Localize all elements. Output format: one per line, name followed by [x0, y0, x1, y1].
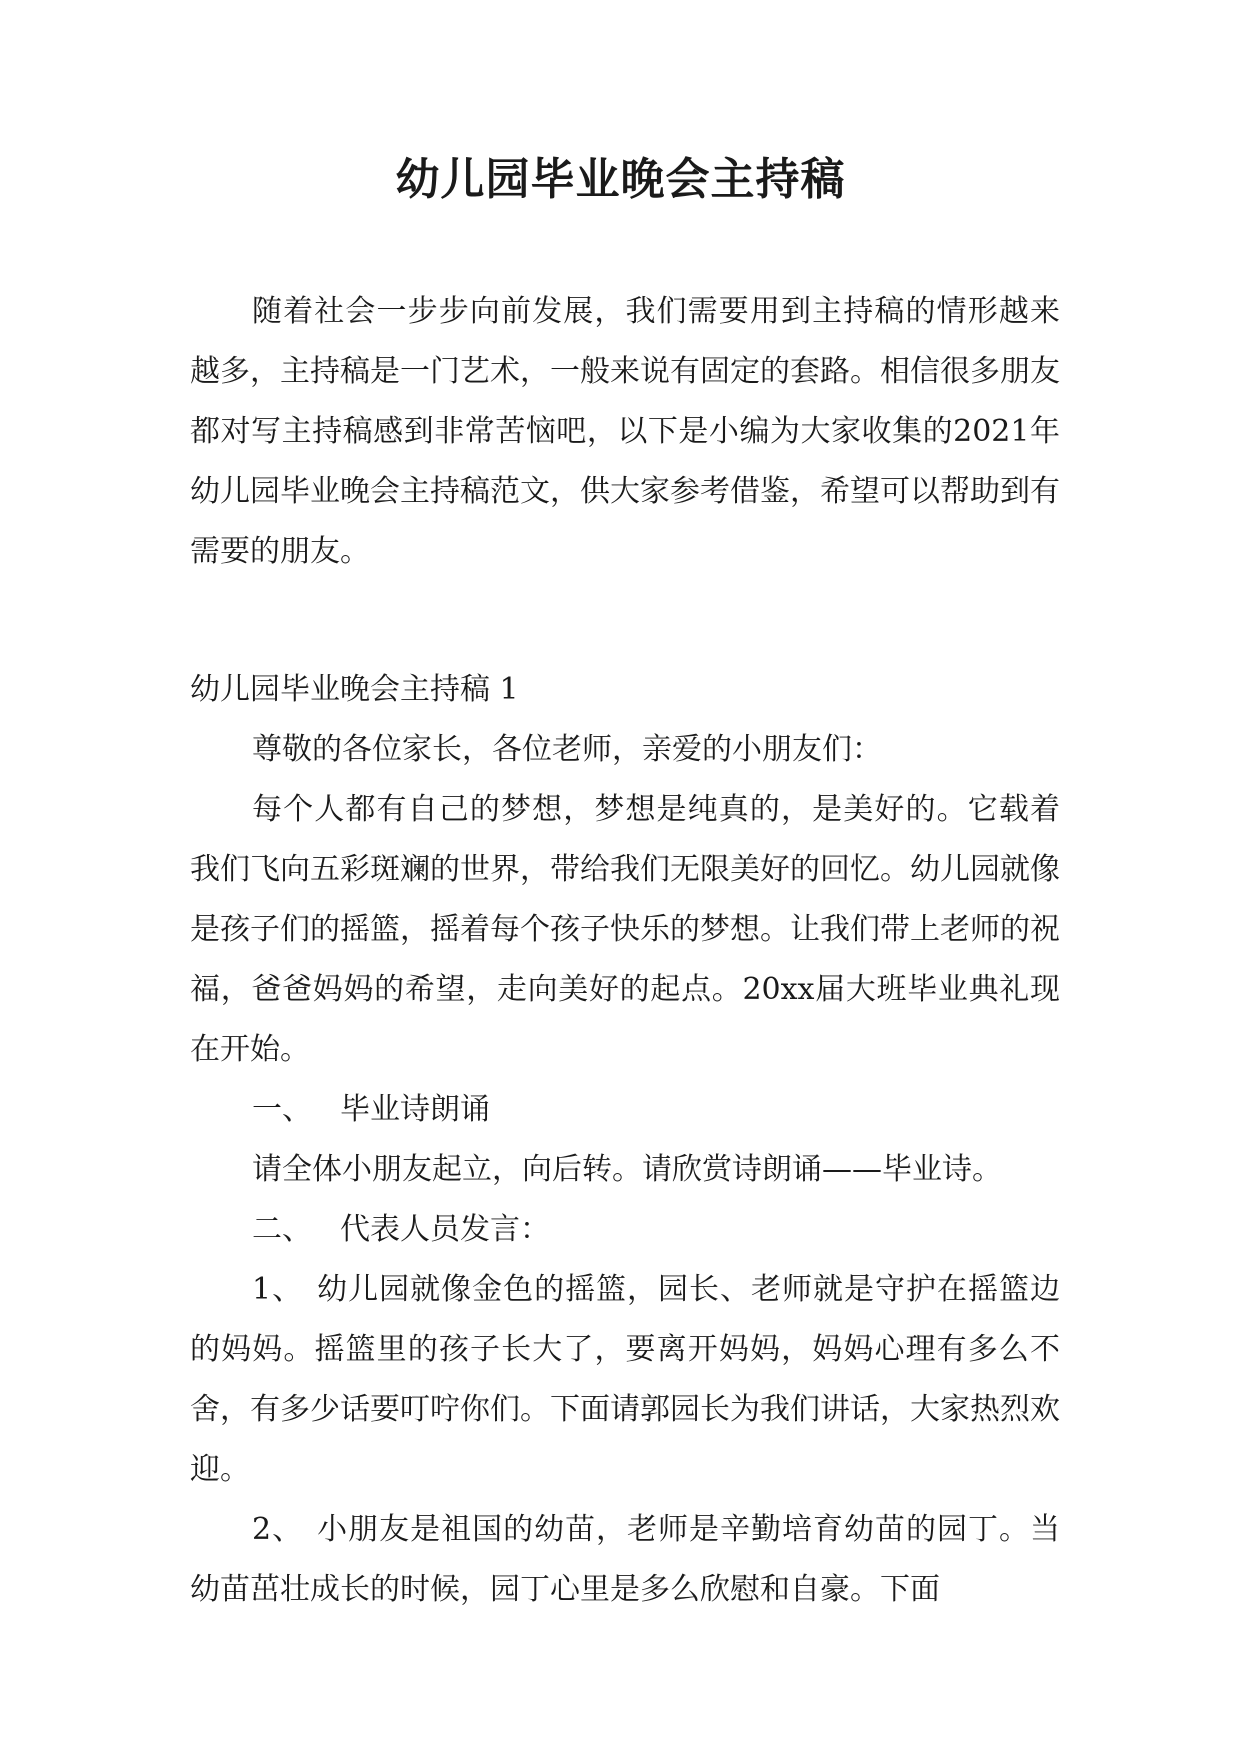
sub-item-1-number: 1、 — [252, 1272, 304, 1307]
item-1-title: 毕业诗朗诵 — [340, 1092, 490, 1127]
document-body — [190, 282, 1060, 1620]
sub-item-1-text: 幼儿园就像金色的摇篮，园长、老师就是守护在摇篮边的妈妈。摇篮里的孩子长大了，要离开妈妈，妈妈心理有多么不舍，有多少话要叮咛你们。下面请郭园长为我们讲话，大家热烈欢迎。 — [190, 1272, 1061, 1487]
item-1-text: 请全体小朋友起立，向后转。请欣赏诗朗诵——毕业诗。 — [252, 1152, 1002, 1187]
sub-item-2-number: 2、 — [252, 1512, 304, 1547]
section-title: 幼儿园毕业晚会主持稿 1 — [190, 672, 519, 707]
item-1-heading — [190, 1080, 1060, 1140]
sub-item-2-text: 小朋友是祖国的幼苗，老师是辛勤培育幼苗的园丁。当幼苗茁壮成长的时候，园丁心里是多么欣慰和自豪。下面 — [190, 1512, 1061, 1607]
item-2-heading — [190, 1200, 1060, 1260]
item-2-number: 二、 — [252, 1212, 312, 1247]
sub-item-1-paragraph — [190, 1260, 1060, 1500]
intro-paragraph: 随着社会一步步向前发展，我们需要用到主持稿的情形越来越多，主持稿是一门艺术，一般来说有固定的套路。相信很多朋友都对写主持稿感到非常苦恼吧，以下是小编为大家收集的2021年幼儿园毕业晚会主持稿范文，供大家参考借鉴，希望可以帮助到有需要的朋友。 — [190, 294, 1060, 569]
sub-item-2-paragraph — [190, 1500, 1060, 1620]
item-2-title: 代表人员发言： — [340, 1212, 550, 1247]
greeting-paragraph: 尊敬的各位家长，各位老师，亲爱的小朋友们： — [252, 732, 882, 767]
opening-paragraph: 每个人都有自己的梦想，梦想是纯真的，是美好的。它载着我们飞向五彩斑斓的世界，带给我们无限美好的回忆。幼儿园就像是孩子们的摇篮，摇着每个孩子快乐的梦想。让我们带上老师的祝福，爸爸妈妈的希望，走向美好的起点。20xx届大班毕业典礼现在开始。 — [190, 792, 1060, 1067]
item-1-number: 一、 — [252, 1092, 312, 1127]
document-title: 幼儿园毕业晚会主持稿 — [395, 154, 846, 205]
